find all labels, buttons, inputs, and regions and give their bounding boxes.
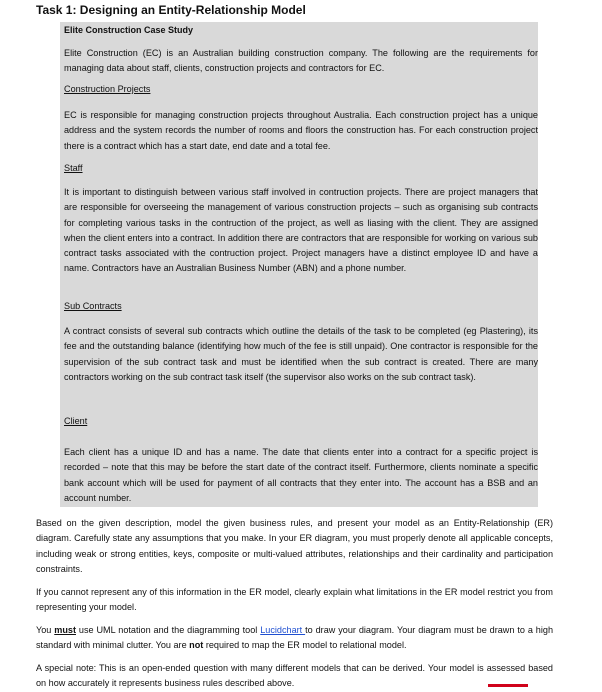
must-emphasis: must — [54, 625, 76, 635]
p3-text-1: You — [36, 625, 55, 635]
section-heading-construction-projects: Construction Projects — [64, 84, 151, 94]
p3-text-4: required to map the ER model to relational model. — [203, 640, 407, 651]
section-body-client: Each client has a unique ID and has a name. The date that clients enter into a contract for a specific project is recorded – note that this may be before the start date of the contract itself. Furthermore, clients nominate a specific bank account which will be used for payment of all contracts that they enter into. The account has a BSB and an account number. — [64, 447, 538, 503]
section-heading-client: Client — [64, 416, 88, 426]
case-intro: Elite Construction (EC) is an Australian building construction company. The following are the requirements for managing data about staff, clients, construction projects and contractors for EC. — [64, 48, 538, 74]
case-study-title: Elite Construction Case Study — [64, 25, 194, 35]
task-title: Task 1: Designing an Entity-Relationship Model — [36, 3, 306, 17]
lucidchart-link[interactable]: Lucidchart — [260, 625, 306, 635]
section-heading-sub-contracts: Sub Contracts — [64, 301, 122, 311]
section-body-staff: It is important to distinguish between various staff involved in contruction projects. There are project managers that are responsible for overseeing the management of various construction projects – such as organising sub contracts for completing various tasks in the contruction of the project, as well as liasing with the client. They are assigned when the client enters into a contract. In addition there are contractors that are responsible for working on various sub contract tasks associated with the contruction project. Project managers have a distinct employee ID and have a name. Contractors have an Australian Business Number (ABN) and a phone number. — [64, 187, 538, 274]
not-emphasis: not — [189, 640, 204, 651]
section-body-sub-contracts: A contract consists of several sub contracts which outline the details of the task to be completed (eg Plastering), its fee and the outstanding balance (identifying how much of the fee is still unpaid). One contractor is responsible for the supervision of the sub contract task and must be identified when the sub contract is created. There are many contractors working on the sub contract task itself (the supervisor also works on the sub contract task). — [64, 326, 538, 382]
instruction-paragraph-3 — [36, 623, 553, 654]
instruction-paragraph-2: If you cannot represent any of this information in the ER model, clearly explain what limitations in the ER model restrict you from representing your model. — [36, 587, 553, 613]
p3-text-2: use UML notation and the diagramming tool — [76, 625, 261, 635]
instruction-paragraph-4: A special note: This is an open-ended question with many different models that can be derived. Your model is assessed based on how accurately it represents business rules described above. — [36, 663, 553, 689]
instruction-paragraph-1: Based on the given description, model the given business rules, and present your model as an Entity-Relationship (ER) diagram. Carefully state any assumptions that you make. In your ER diagram, you must properly denote all applicable concepts, including weak or strong entities, keys, composite or multi-valued attributes, relationships and their cardinality and participation constraints. — [36, 518, 553, 574]
section-body-construction-projects: EC is responsible for managing construction projects throughout Australia. Each construction project has a unique address and the system records the number of rooms and floors the construction has. For each construction project there is a contract which has a start date, end date and a total fee. — [64, 110, 538, 151]
p3-text-3: to draw your diagram. Your diagram must be drawn to a high standard with minimal clutter. You are — [36, 625, 554, 651]
section-heading-staff: Staff — [64, 163, 83, 173]
